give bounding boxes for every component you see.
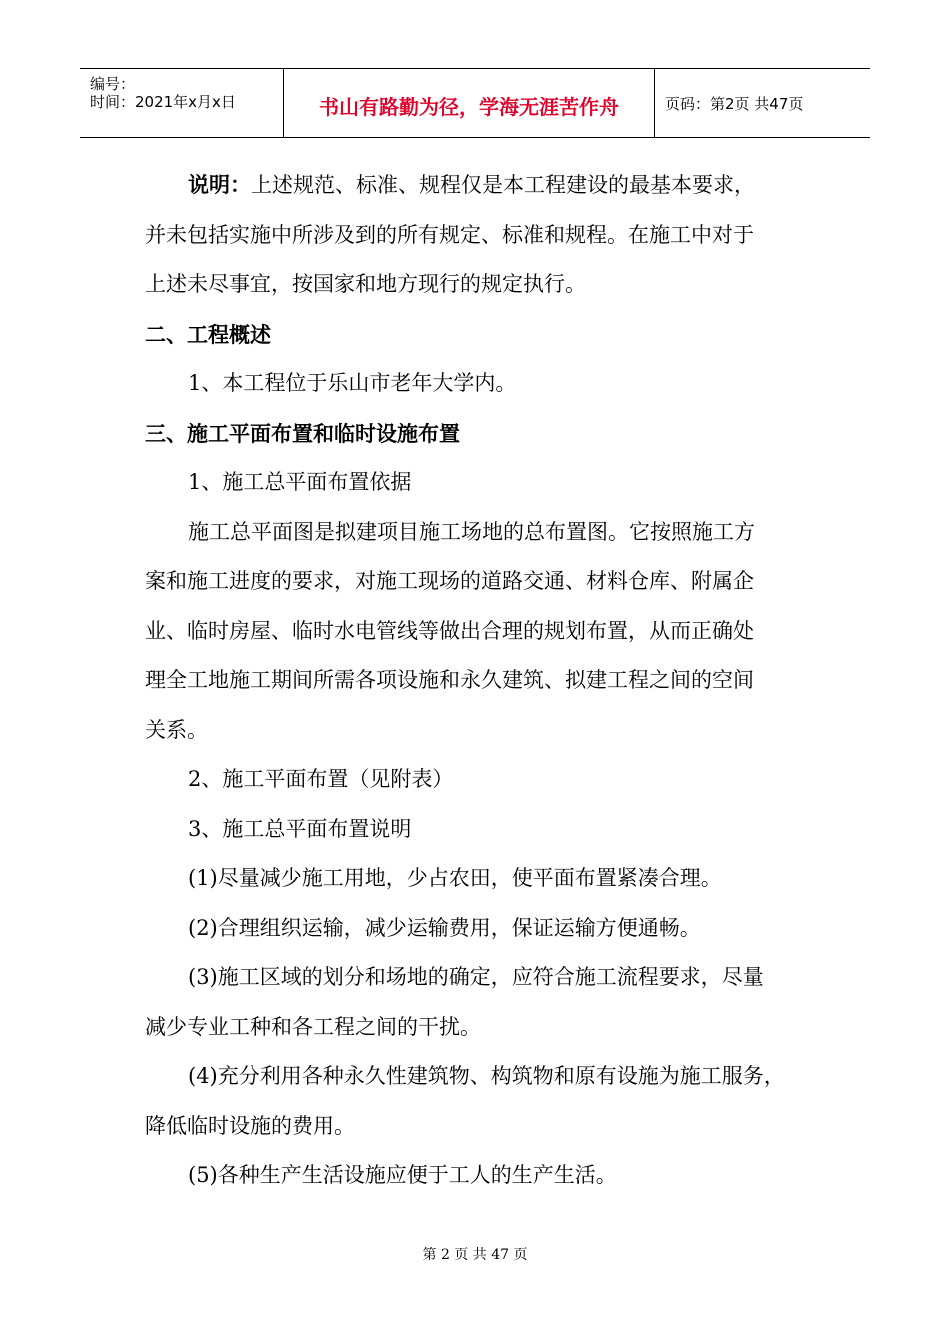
- list-item: (1)尽量减少施工用地，少占农田，使平面布置紧凑合理。: [188, 866, 722, 890]
- section-item: 1、本工程位于乐山市老年大学内。: [188, 371, 517, 395]
- note-paragraph-line: 并未包括实施中所涉及到的所有规定、标准和规程。在施工中对于: [145, 222, 754, 247]
- body-paragraph-line: 业、临时房屋、临时水电管线等做出合理的规划布置，从而正确处: [145, 618, 754, 643]
- list-item: (5)各种生产生活设施应便于工人的生产生活。: [188, 1163, 617, 1187]
- header-page-info: 页码：第2页 共47页: [665, 95, 804, 113]
- note-paragraph-line: [145, 160, 815, 211]
- document-number-label: 编号：: [90, 75, 136, 93]
- section-heading: 三、施工平面布置和临时设施布置: [145, 420, 460, 446]
- section-item: 3、施工总平面布置说明: [188, 816, 412, 841]
- body-paragraph-line: 施工总平面图是拟建项目施工场地的总布置图。它按照施工方: [188, 519, 755, 544]
- page-footer: 第 2 页 共 47 页: [422, 1247, 528, 1263]
- note-text: 上述规范、标准、规程仅是本工程建设的最基本要求，: [251, 173, 755, 197]
- header-motto: 书山有路勤为径，学海无涯苦作舟: [319, 95, 619, 119]
- body-paragraph-line: 理全工地施工期间所需各项设施和永久建筑、拟建工程之间的空间: [145, 668, 754, 692]
- document-body: [145, 160, 815, 1201]
- body-paragraph-line: 关系。: [145, 717, 208, 742]
- note-label: 说明：: [188, 172, 251, 197]
- list-item: (2)合理组织运输，减少运输费用，保证运输方便通畅。: [188, 915, 701, 940]
- section-item: 2、施工平面布置（见附表）: [188, 767, 454, 791]
- body-paragraph-line: 案和施工进度的要求，对施工现场的道路交通、材料仓库、附属企: [145, 569, 754, 593]
- note-paragraph-line: 上述未尽事宜，按国家和地方现行的规定执行。: [145, 272, 586, 296]
- header-page-cell: [655, 69, 870, 137]
- list-item-continuation: 减少专业工种和各工程之间的干扰。: [145, 1014, 481, 1039]
- list-item: (4)充分利用各种永久性建筑物、构筑物和原有设施为施工服务，: [188, 1064, 785, 1088]
- document-time-label: 时间：2021年x月x日: [90, 93, 236, 111]
- header-meta-cell: [80, 69, 284, 137]
- list-item-continuation: 降低临时设施的费用。: [145, 1113, 355, 1138]
- header-motto-cell: [284, 69, 655, 137]
- document-header: [80, 68, 870, 138]
- list-item: (3)施工区域的划分和场地的确定，应符合施工流程要求，尽量: [188, 965, 764, 989]
- section-item: 1、施工总平面布置依据: [188, 470, 412, 494]
- section-heading: 二、工程概述: [145, 321, 271, 347]
